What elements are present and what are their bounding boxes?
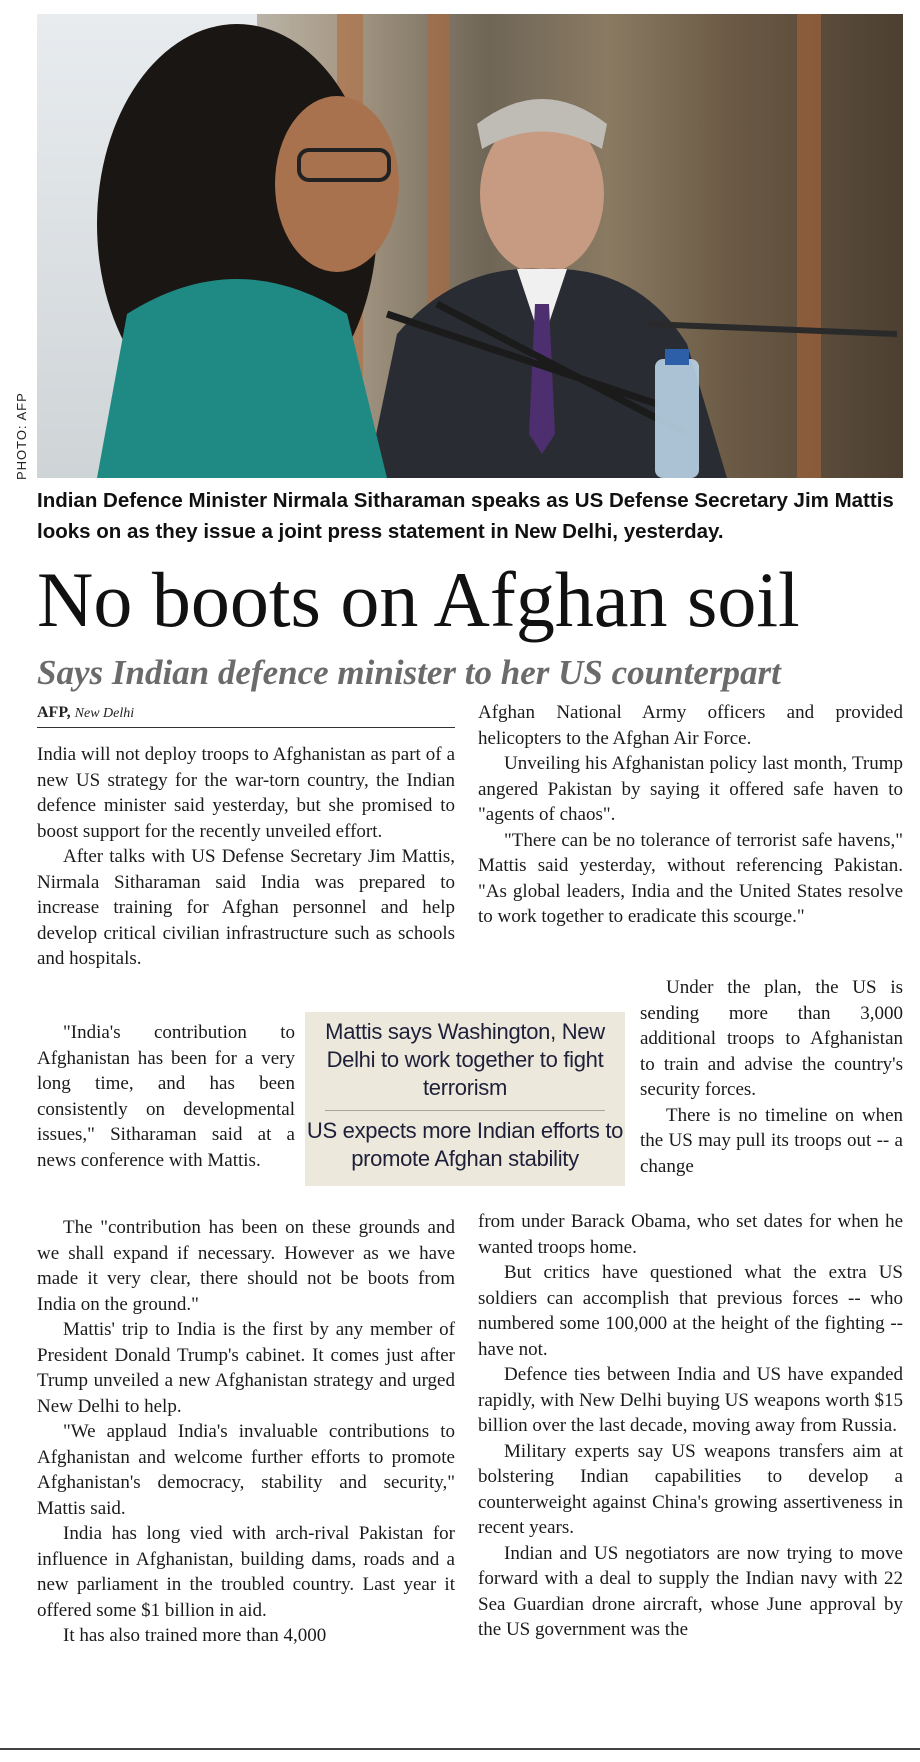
- column-right-bottom: [478, 1209, 903, 1643]
- paragraph: There is no timeline on when the US may pull its troops out -- a change: [640, 1104, 903, 1177]
- paragraph: Military experts say US weapons transfers aim at bolstering Indian capabilities to develop a counterweight against China's growing assertiveness in recent years.: [478, 1440, 903, 1538]
- column-right-wrap: [640, 975, 903, 1179]
- paragraph: "India's contribution to Afghanistan has been for a very long time, and has been consistently on developmental issues," Sitharaman said at a news conference with Mattis.: [37, 1022, 295, 1171]
- pull-quote-2: US expects more Indian efforts to promote Afghan stability: [306, 1118, 624, 1171]
- photo-figures: [37, 14, 903, 478]
- paragraph: Under the plan, the US is sending more than 3,000 additional troops to Afghanistan to train and advise the country's security forces.: [640, 977, 903, 1100]
- photo-credit: PHOTO: AFP: [14, 392, 29, 480]
- microphone: [647, 324, 897, 334]
- footer-rule: [0, 1748, 920, 1750]
- paragraph: It has also trained more than 4,000: [63, 1625, 327, 1646]
- paragraph: The "contribution has been on these grounds and we shall expand if necessary. However as we have made it very clear, there should not be boots from India on the ground.": [37, 1217, 455, 1315]
- paragraph: India will not deploy troops to Afghanistan as part of a new US strategy for the war-torn country, the Indian defence minister said yesterday, but she promised to boost support for the recently unveiled effort.: [37, 744, 455, 842]
- column-left-bottom: [37, 1215, 455, 1649]
- dateline: [37, 702, 134, 725]
- paragraph: "We applaud India's invaluable contributions to Afghanistan and welcome further efforts to promote Afghanistan's democracy, stability and security," Mattis said.: [37, 1421, 455, 1519]
- paragraph: Indian and US negotiators are now trying to move forward with a deal to supply the Indian navy with 22 Sea Guardian drone aircraft, whose June approval by the US government was the: [478, 1542, 903, 1640]
- paragraph: Mattis' trip to India is the first by any member of President Donald Trump's cabinet. It comes just after Trump unveiled a new Afghanistan strategy and urged New Delhi to help.: [37, 1319, 455, 1417]
- dateline-agency: AFP,: [37, 704, 71, 721]
- column-left-top: [37, 742, 455, 972]
- figure-face: [275, 96, 399, 272]
- dateline-rule: [37, 727, 455, 728]
- paragraph: Unveiling his Afghanistan policy last month, Trump angered Pakistan by saying it offered safe haven to "agents of chaos".: [478, 753, 903, 825]
- bottle-cap: [665, 349, 689, 365]
- photo-caption: Indian Defence Minister Nirmala Sitharaman speaks as US Defense Secretary Jim Mattis looks on as they issue a joint press statement in New Delhi, yesterday.: [37, 489, 894, 543]
- dateline-place: New Delhi: [74, 706, 135, 721]
- pull-quote-box: [305, 1012, 625, 1186]
- paragraph: But critics have questioned what the extra US soldiers can accomplish that previous forces -- who numbered some 100,000 at the height of the fighting -- have not.: [478, 1262, 903, 1360]
- paragraph: Defence ties between India and US have expanded rapidly, with New Delhi buying US weapons worth $15 billion over the last decade, moving away from Russia.: [478, 1364, 903, 1436]
- column-right-top: [478, 700, 903, 930]
- pull-quote-1: Mattis says Washington, New Delhi to work together to fight terrorism: [325, 1019, 605, 1100]
- headline: No boots on Afghan soil: [37, 556, 800, 643]
- paragraph: "There can be no tolerance of terrorist safe havens," Mattis said yesterday, without referencing Pakistan. "As global leaders, India and the United States resolve to work together to eradicate this scourge.": [478, 829, 903, 927]
- water-bottle: [655, 359, 699, 478]
- paragraph: from under Barack Obama, who set dates for when he wanted troops home.: [478, 1211, 903, 1258]
- column-left-wrap: [37, 1020, 295, 1173]
- paragraph: India has long vied with arch-rival Pakistan for influence in Afghanistan, building dams, roads and a new parliament in the troubled country. Last year it offered some $1 billion in aid.: [37, 1523, 455, 1621]
- subheadline: Says Indian defence minister to her US counterpart: [37, 653, 781, 692]
- news-photo: [37, 14, 903, 478]
- paragraph: Afghan National Army officers and provided helicopters to the Afghan Air Force.: [478, 702, 903, 749]
- pull-quote-divider: [325, 1110, 605, 1111]
- paragraph: After talks with US Defense Secretary Jim Mattis, Nirmala Sitharaman said India was prepared to increase training for Afghan personnel and help develop critical civilian infrastructure such as schools and hospitals.: [37, 846, 455, 969]
